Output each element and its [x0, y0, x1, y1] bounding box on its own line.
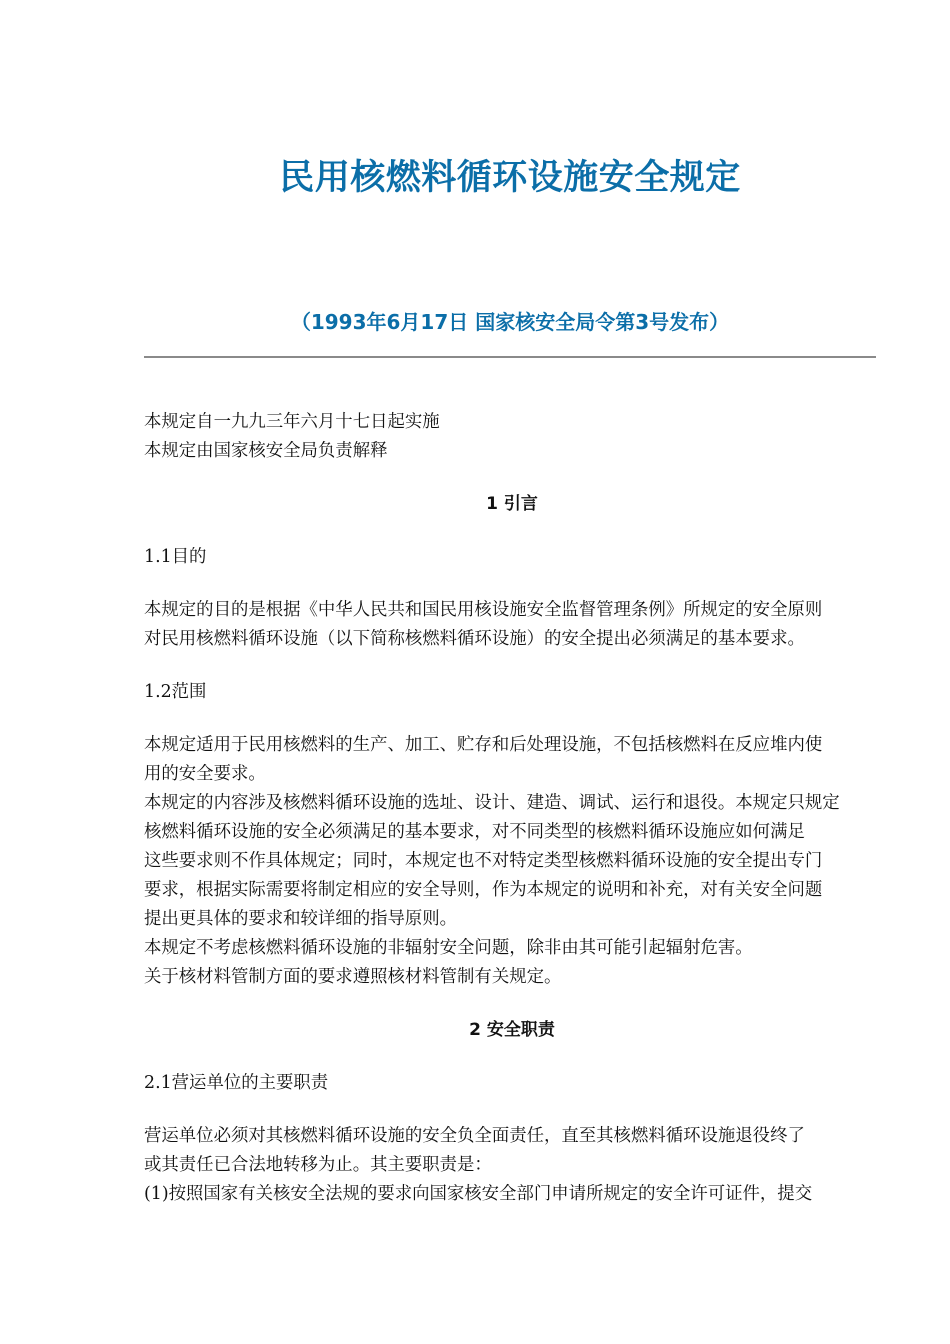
section-heading: 2 安全职责: [469, 1020, 555, 1040]
body-line: 本规定的内容涉及核燃料循环设施的选址、设计、建造、调试、运行和退役。本规定只规定: [144, 793, 840, 813]
body-line: 核燃料循环设施的安全必须满足的基本要求，对不同类型的核燃料循环设施应如何满足: [144, 822, 805, 842]
title-divider: [144, 356, 876, 358]
body-line: 本规定的目的是根据《中华人民共和国民用核设施安全监督管理条例》所规定的安全原则: [144, 600, 823, 620]
section-heading: 1 引言: [486, 494, 538, 514]
body-line: 或其责任已合法地转移为止。其主要职责是：: [144, 1155, 492, 1175]
body-line: 本规定不考虑核燃料循环设施的非辐射安全问题，除非由其可能引起辐射危害。: [144, 938, 753, 958]
document-title: 民用核燃料循环设施安全规定: [279, 158, 741, 198]
document-body: [144, 408, 880, 1209]
body-line: 关于核材料管制方面的要求遵照核材料管制有关规定。: [144, 967, 562, 987]
body-line: 本规定适用于民用核燃料的生产、加工、贮存和后处理设施，不包括核燃料在反应堆内使: [144, 735, 823, 755]
document-subtitle: （1993年6月17日 国家核安全局令第3号发布）: [290, 310, 730, 334]
subsection-heading: 1.2范围: [144, 682, 207, 702]
intro-line: 本规定由国家核安全局负责解释: [144, 441, 388, 461]
body-line: 提出更具体的要求和较详细的指导原则。: [144, 909, 458, 929]
body-line: 对民用核燃料循环设施（以下简称核燃料循环设施）的安全提出必须满足的基本要求。: [144, 629, 805, 649]
subsection-heading: 1.1目的: [144, 547, 207, 567]
intro-line: 本规定自一九九三年六月十七日起实施: [144, 412, 440, 432]
body-line: 营运单位必须对其核燃料循环设施的安全负全面责任，直至其核燃料循环设施退役终了: [144, 1126, 805, 1146]
subsection-heading: 2.1营运单位的主要职责: [144, 1073, 329, 1093]
body-line: 用的安全要求。: [144, 764, 266, 784]
body-line: 这些要求则不作具体规定；同时，本规定也不对特定类型核燃料循环设施的安全提出专门: [144, 851, 823, 871]
body-line: 要求，根据实际需要将制定相应的安全导则，作为本规定的说明和补充，对有关安全问题: [144, 880, 823, 900]
body-line: (1)按照国家有关核安全法规的要求向国家核安全部门申请所规定的安全许可证件，提交: [144, 1184, 813, 1204]
